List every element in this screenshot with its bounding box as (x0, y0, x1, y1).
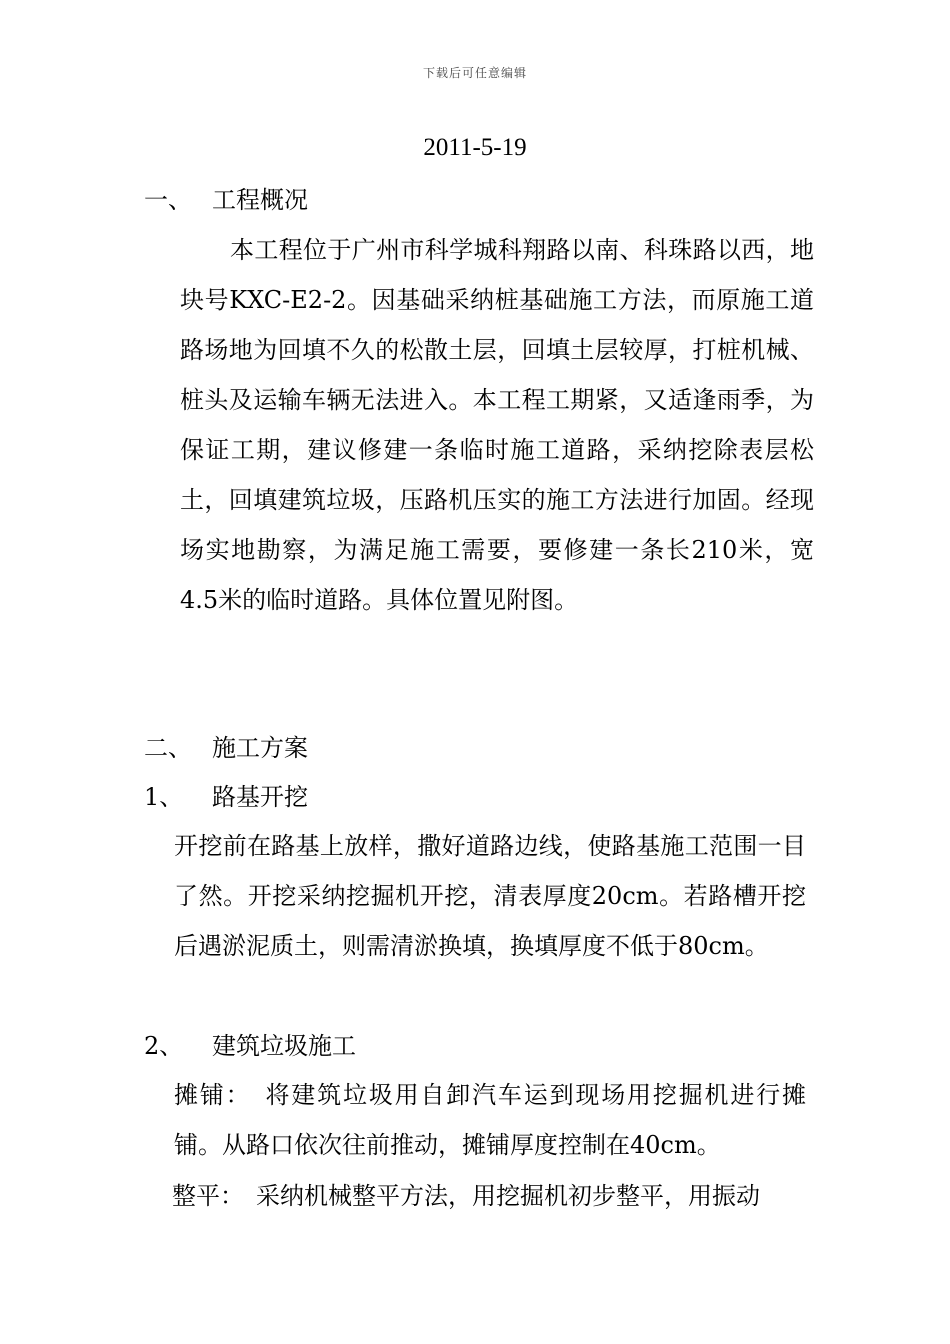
spread-paragraph (174, 1070, 806, 1170)
subsection-1-heading (144, 781, 308, 813)
section-1-heading (144, 184, 308, 216)
section-1-number: 一、 (144, 186, 192, 214)
section-2-heading (144, 732, 308, 764)
subsection-2-number: 2、 (144, 1032, 184, 1060)
spread-text: 将建筑垃圾用自卸汽车运到现场用挖掘机进行摊铺。从路口依次往前推动，摊铺厚度控制在40cm。 (174, 1081, 807, 1159)
subsection-1-title: 路基开挖 (212, 783, 308, 811)
document-date: 2011-5-19 (423, 134, 527, 161)
section-2-number: 二、 (144, 734, 192, 762)
spread-label: 摊铺： (174, 1081, 252, 1109)
subsection-2-heading (144, 1030, 356, 1062)
section-1-paragraph: 本工程位于广州市科学城科翔路以南、科珠路以西，地块号KXC-E2-2。因基础采纳桩基础施工方法，而原施工道路场地为回填不久的松散土层，回填土层较厚，打桩机械、桩头及运输车辆无法进入。本工程工期紧，又适逢雨季，为保证工期，建议修建一条临时施工道路，采纳挖除表层松土，回填建筑垃圾，压路机压实的施工方法进行加固。经现场实地勘察，为满足施工需要，要修建一条长210米，宽4.5米的临时道路。具体位置见附图。 (180, 236, 814, 614)
leveling-text: 采纳机械整平方法，用挖掘机初步整平，用振动 (256, 1182, 760, 1210)
leveling-line (172, 1180, 812, 1212)
leveling-label: 整平： (172, 1182, 244, 1210)
section-1-title: 工程概况 (212, 186, 308, 214)
page-header-note: 下载后可任意编辑 (422, 66, 527, 80)
section-2-title: 施工方案 (212, 734, 308, 762)
subsection-2-title: 建筑垃圾施工 (212, 1032, 356, 1060)
subsection-1-paragraph: 开挖前在路基上放样，撒好道路边线，使路基施工范围一目了然。开挖采纳挖掘机开挖，清表厚度20cm。若路槽开挖后遇淤泥质土，则需清淤换填，换填厚度不低于80cm。 (174, 832, 806, 960)
subsection-1-number: 1、 (144, 783, 184, 811)
